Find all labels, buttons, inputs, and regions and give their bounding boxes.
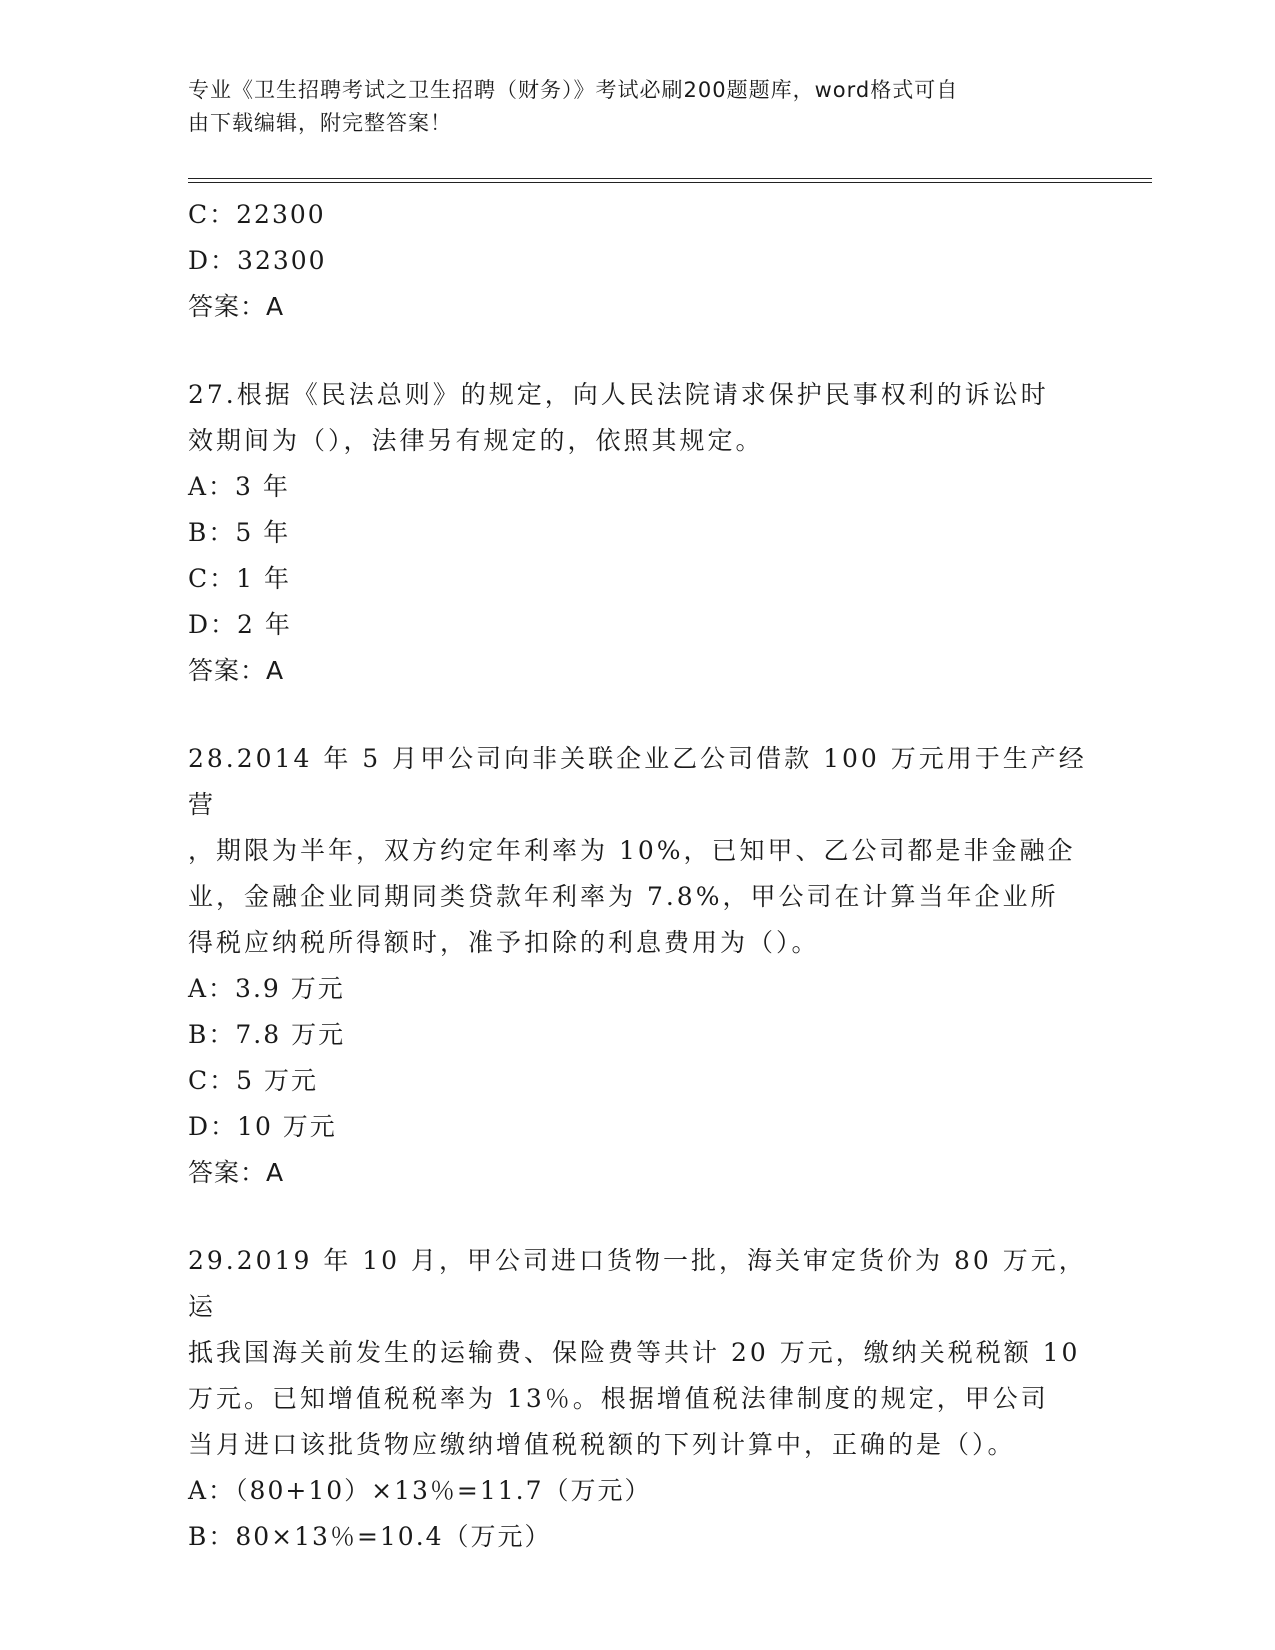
answer-line: 答案：A <box>188 1158 285 1187</box>
question-stem-line: 万元。已知增值税税率为 13％。根据增值税法律制度的规定，甲公司 <box>188 1384 1049 1413</box>
question-27 <box>188 372 1088 694</box>
option-d: D：2 年 <box>188 610 292 639</box>
option-c: C：5 万元 <box>188 1066 318 1095</box>
option-a: A：（80+10）×13％=11.7（万元） <box>188 1476 652 1505</box>
spacer <box>188 694 1088 736</box>
header-line-2: 由下载编辑，附完整答案！ <box>188 111 452 135</box>
spacer <box>188 330 1088 372</box>
question-stem-line: 27.根据《民法总则》的规定，向人民法院请求保护民事权利的诉讼时 <box>188 380 1049 409</box>
question-stem-line: 得税应纳税所得额时，准予扣除的利息费用为（）。 <box>188 928 820 957</box>
question-content <box>188 192 1088 1560</box>
option-d: D：32300 <box>188 246 327 275</box>
page-header <box>188 74 1068 140</box>
option-c: C：1 年 <box>188 564 291 593</box>
option-b: B：7.8 万元 <box>188 1020 346 1049</box>
question-stem-line: 29.2019 年 10 月，甲公司进口货物一批，海关审定货价为 80 万元，运 <box>188 1246 1087 1321</box>
option-d: D：10 万元 <box>188 1112 337 1141</box>
answer-line: 答案：A <box>188 292 285 321</box>
option-c: C：22300 <box>188 200 326 229</box>
prev-question-block <box>188 192 1088 330</box>
answer-line: 答案：A <box>188 656 285 685</box>
question-stem-line: ，期限为半年，双方约定年利率为 10%，已知甲、乙公司都是非金融企 <box>188 836 1076 865</box>
header-divider <box>188 178 1152 183</box>
header-line-1: 专业《卫生招聘考试之卫生招聘（财务）》考试必刷200题题库，word格式可自 <box>188 78 959 102</box>
question-stem-line: 当月进口该批货物应缴纳增值税税额的下列计算中，正确的是（）。 <box>188 1430 1016 1459</box>
option-a: A：3.9 万元 <box>188 974 345 1003</box>
option-a: A：3 年 <box>188 472 290 501</box>
option-b: B：80×13％=10.4（万元） <box>188 1522 552 1551</box>
question-stem-line: 效期间为（），法律另有规定的，依照其规定。 <box>188 426 764 455</box>
question-stem-line: 业，金融企业同期同类贷款年利率为 7.8%，甲公司在计算当年企业所 <box>188 882 1059 911</box>
question-stem-line: 28.2014 年 5 月甲公司向非关联企业乙公司借款 100 万元用于生产经营 <box>188 744 1087 819</box>
question-29 <box>188 1238 1088 1560</box>
question-28 <box>188 736 1088 1196</box>
option-b: B：5 年 <box>188 518 291 547</box>
question-stem-line: 抵我国海关前发生的运输费、保险费等共计 20 万元，缴纳关税税额 10 <box>188 1338 1081 1367</box>
spacer <box>188 1196 1088 1238</box>
